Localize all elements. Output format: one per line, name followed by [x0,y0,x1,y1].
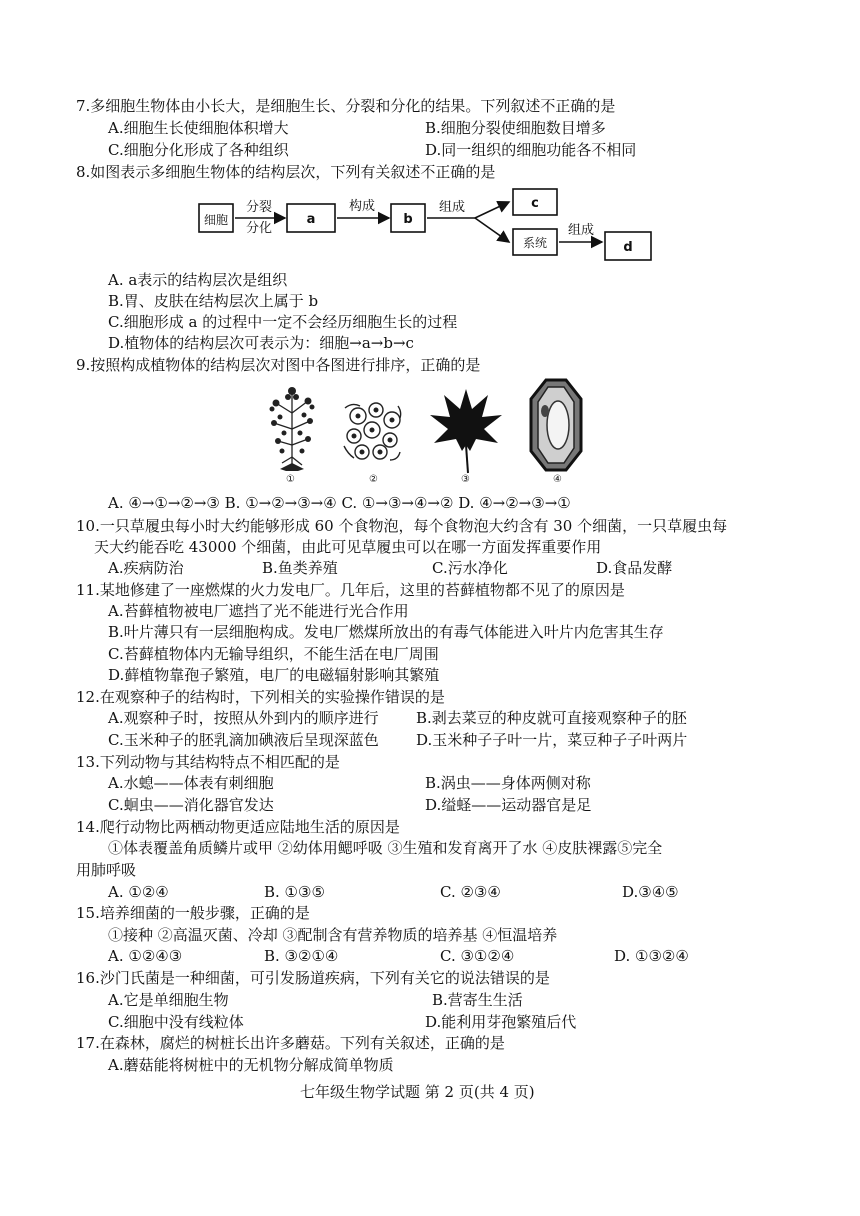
q11-option-a: A.苔藓植物被电厂遮挡了光不能进行光合作用 [108,602,409,620]
plant-cell-image [528,377,584,473]
q7-option-b: B.细胞分裂使细胞数目增多 [425,119,606,137]
q17-stem: 17.在森林，腐烂的树桩长出许多蘑菇。下列有关叙述，正确的是 [76,1034,505,1052]
arrow-3-up [475,202,509,218]
q9-options: A. ④→①→②→③ B. ①→②→③→④ C. ①→③→④→② D. ④→②→③→① [108,494,571,512]
q8-option-c: C.细胞形成 a 的过程中一定不会经历细胞生长的过程 [108,313,458,331]
q10-stem-1: 10.一只草履虫每小时大约能够形成 60 个食物泡，每个食物泡大约含有 30 个细菌，一只草履虫每 [76,517,728,535]
q10-stem-2: 天大约能吞吃 43000 个细菌，由此可见草履虫可以在哪一方面发挥重要作用 [94,538,602,556]
q7-stem: 7.多细胞生物体由小长大，是细胞生长、分裂和分化的结果。下列叙述不正确的是 [76,97,616,115]
q11-option-b: B.叶片薄只有一层细胞构成。发电厂燃煤所放出的有毒气体能进入叶片内危害其生存 [108,623,664,641]
q14-option-b: B. ①③⑤ [264,883,325,901]
system-label: 系统 [522,236,548,250]
q12-option-c: C.玉米种子的胚乳滴加碘液后呈现深蓝色 [108,731,379,749]
pic-2-label: ② [369,474,378,485]
tissue-image [340,398,406,464]
q13-option-c: C.蛔虫——消化器官发达 [108,796,274,814]
q15-option-c: C. ③①②④ [440,947,515,965]
q8-stem: 8.如图表示多细胞生物体的结构层次，下列有关叙述不正确的是 [76,163,496,181]
pic-3-label: ③ [461,474,470,485]
q14-items-1: ①体表覆盖角质鳞片或甲 ②幼体用鳃呼吸 ③生殖和发育离开了水 ④皮肤裸露⑤完全 [108,839,663,857]
q15-option-a: A. ①②④③ [108,947,183,965]
q7-option-c: C.细胞分化形成了各种组织 [108,141,289,159]
q7-option-a: A.细胞生长使细胞体积增大 [108,119,289,137]
q13-option-b: B.涡虫——身体两侧对称 [425,774,591,792]
q14-option-d: D.③④⑤ [622,883,679,901]
compose-label: 构成 [348,199,376,214]
q13-stem: 13.下列动物与其结构特点不相匹配的是 [76,753,340,771]
q16-option-c: C.细胞中没有线粒体 [108,1013,244,1031]
q8-option-d: D.植物体的结构层次可表示为：细胞→a→b→c [108,334,414,352]
whole-plant-image [262,383,322,475]
q7-option-d: D.同一组织的细胞功能各不相同 [425,141,637,159]
pic-4-label: ④ [553,474,562,485]
q13-option-d: D.缢蛏——运动器官是足 [425,796,592,814]
box-c-label: c [531,196,539,211]
differentiate-label: 分化 [245,221,273,236]
box-a-label: a [306,212,316,227]
q10-option-c: C.污水净化 [432,559,508,577]
q16-option-b: B.营寄生生活 [432,991,523,1009]
q12-option-d: D.玉米种子子叶一片，菜豆种子子叶两片 [416,731,688,749]
q10-option-a: A.疾病防治 [108,559,184,577]
q15-option-d: D. ①③②④ [614,947,689,965]
box-d-label: d [623,240,633,255]
q14-option-a: A. ①②④ [108,883,169,901]
q12-option-b: B.剥去菜豆的种皮就可直接观察种子的胚 [416,709,687,727]
pic-1-label: ① [286,474,295,485]
q16-stem: 16.沙门氏菌是一种细菌，可引发肠道疾病，下列有关它的说法错误的是 [76,969,550,987]
q17-option-a: A.蘑菇能将树桩中的无机物分解成简单物质 [108,1056,394,1074]
q15-stem: 15.培养细菌的一般步骤，正确的是 [76,904,310,922]
q11-option-c: C.苔藓植物体内无输导组织，不能生活在电厂周围 [108,645,439,663]
cell-label: 细胞 [203,213,229,227]
q9-stem: 9.按照构成植物体的结构层次对图中各图进行排序，正确的是 [76,356,481,374]
q14-items-2: 用肺呼吸 [76,861,137,879]
page-footer: 七年级生物学试题 第 2 页(共 4 页) [300,1083,535,1101]
q12-option-a: A.观察种子时，按照从外到内的顺序进行 [108,709,379,727]
q11-option-d: D.藓植物靠孢子繁殖，电厂的电磁辐射影响其繁殖 [108,666,440,684]
form-label-1: 组成 [438,200,466,215]
q16-option-a: A.它是单细胞生物 [108,991,229,1009]
q15-items: ①接种 ②高温灭菌、冷却 ③配制含有营养物质的培养基 ④恒温培养 [108,926,558,944]
q14-stem: 14.爬行动物比两栖动物更适应陆地生活的原因是 [76,818,400,836]
form-label-2: 组成 [567,223,595,238]
q8-option-a: A. a表示的结构层次是组织 [108,271,288,289]
q14-option-c: C. ②③④ [440,883,501,901]
q10-option-b: B.鱼类养殖 [262,559,338,577]
q12-stem: 12.在观察种子的结构时，下列相关的实验操作错误的是 [76,688,445,706]
q8-option-b: B.胃、皮肤在结构层次上属于 b [108,292,319,310]
q10-option-d: D.食品发酵 [596,559,673,577]
split-label: 分裂 [245,200,273,215]
q13-option-a: A.水螅——体表有刺细胞 [108,774,274,792]
leaf-image [428,385,504,475]
q15-option-b: B. ③②①④ [264,947,339,965]
arrow-3-down [475,218,509,242]
structure-level-diagram [195,185,665,265]
q16-option-d: D.能利用芽孢繁殖后代 [425,1013,577,1031]
q11-stem: 11.某地修建了一座燃煤的火力发电厂。几年后，这里的苔藓植物都不见了的原因是 [76,581,625,599]
box-b-label: b [403,212,413,227]
